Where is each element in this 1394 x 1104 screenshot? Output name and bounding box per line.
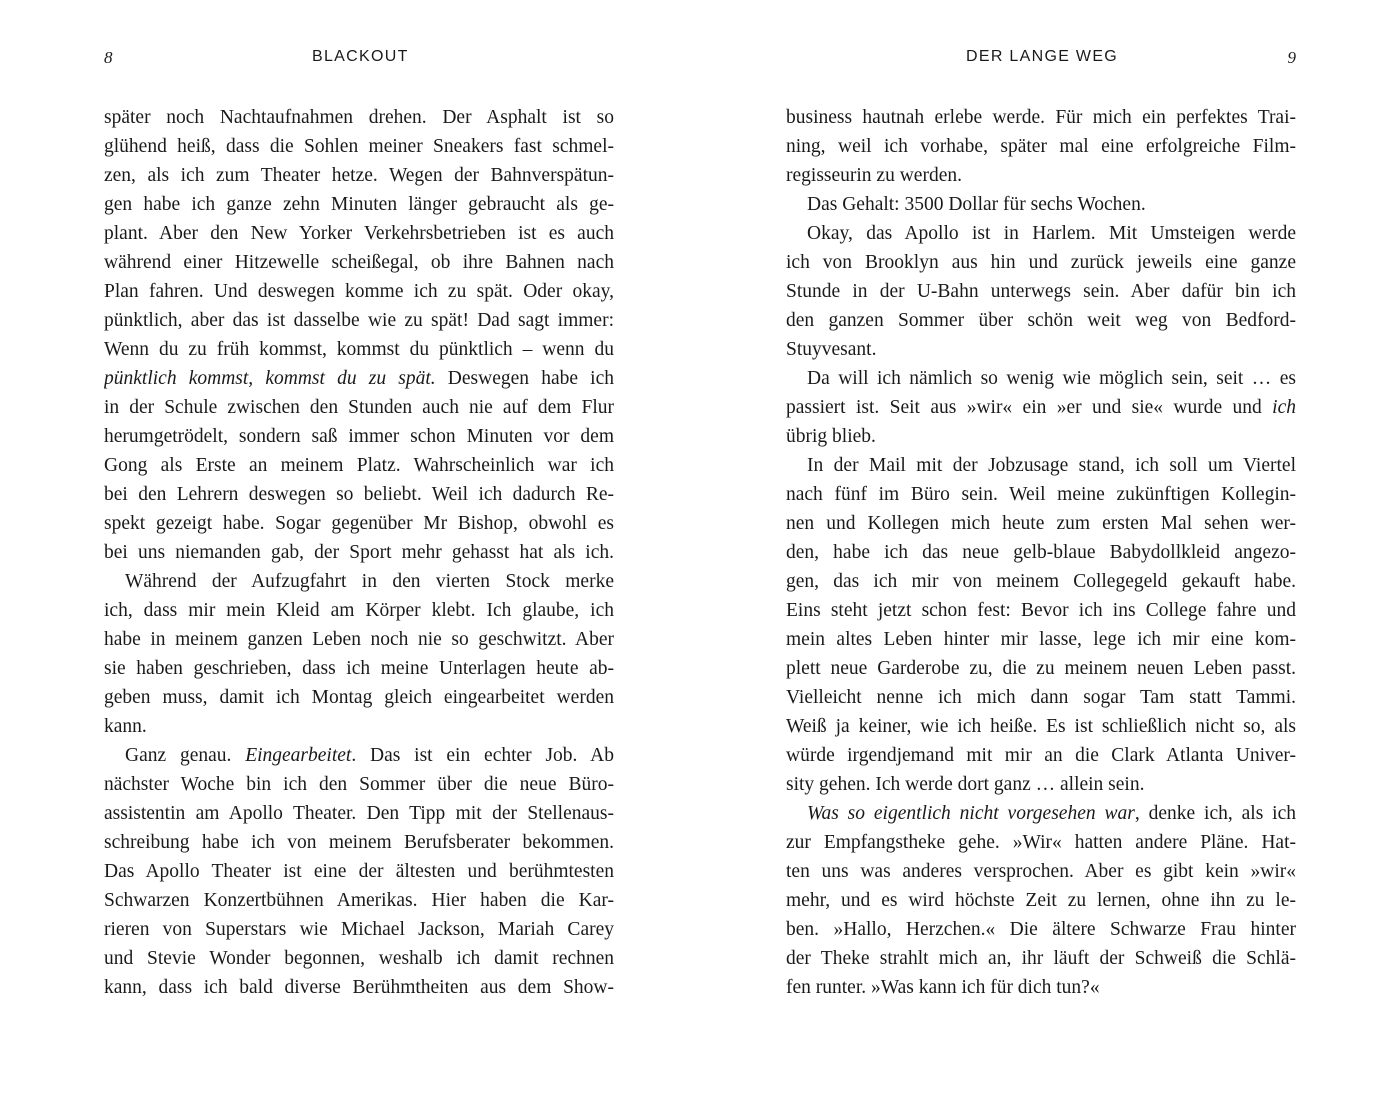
paragraph-first-line-mixed — [104, 741, 614, 770]
text-line: plant. Aber den New Yorker Verkehrsbetrieben ist es auch — [104, 223, 614, 244]
text-line: ben. »Hallo, Herzchen.« Die ältere Schwarze Frau hinter — [786, 919, 1296, 940]
text-line: nächster Woche bin ich den Sommer über die neue Büro- — [104, 774, 614, 795]
text-line: gen habe ich ganze zehn Minuten länger gebraucht als ge- — [104, 194, 614, 215]
italic-word: ich — [1272, 397, 1296, 418]
text-line-mixed — [786, 393, 1296, 422]
text-run: Deswegen habe ich — [435, 368, 614, 389]
text-line: Das Apollo Theater ist eine der ältesten und berühmtesten — [104, 861, 614, 882]
text-line: Schwarzen Konzertbühnen Amerikas. Hier haben die Kar- — [104, 890, 614, 911]
text-run: . Das ist ein echter Job. Ab — [351, 745, 614, 766]
paragraph-first-line: Während der Aufzugfahrt in den vierten Stock merke — [125, 571, 614, 592]
paragraph-first-line: Da will ich nämlich so wenig wie möglich sein, seit … es — [807, 368, 1296, 389]
text-line: Gong als Erste an meinem Platz. Wahrscheinlich war ich — [104, 455, 614, 476]
text-line: Stunde in der U-Bahn unterwegs sein. Aber dafür bin ich — [786, 281, 1296, 302]
text-line: bei den Lehrern deswegen so beliebt. Weil ich dadurch Re- — [104, 484, 614, 505]
text-line: sie haben geschrieben, dass ich meine Unterlagen heute ab- — [104, 658, 614, 679]
text-line: geben muss, damit ich Montag gleich eingearbeitet werden — [104, 687, 614, 708]
paragraph-last-line: übrig blieb. — [786, 426, 876, 447]
text-line: glühend heiß, dass die Sohlen meiner Sneakers fast schmel- — [104, 136, 614, 157]
text-line: ten uns was anderes versprochen. Aber es gibt kein »wir« — [786, 861, 1296, 882]
paragraph-last-line: fen runter. »Was kann ich für dich tun?« — [786, 977, 1100, 998]
text-run: passiert ist. Seit aus »wir« ein »er und sie« wurde und — [786, 397, 1273, 418]
text-line: in der Schule zwischen den Stunden auch nie auf dem Flur — [104, 397, 614, 418]
text-line: habe in meinem ganzen Leben noch nie so geschwitzt. Aber — [104, 629, 614, 650]
text-line: den, habe ich das neue gelb-blaue Babydollkleid angezo- — [786, 542, 1296, 563]
italic-phrase: Was so eigentlich nicht vorgesehen war — [807, 803, 1135, 824]
page-number-left: 8 — [104, 48, 113, 67]
text-line: ning, weil ich vorhabe, später mal eine erfolgreiche Film- — [786, 136, 1296, 157]
text-run: , denke ich, als ich — [1134, 803, 1296, 824]
text-line: während einer Hitzewelle scheißegal, ob ihre Bahnen nach — [104, 252, 614, 273]
paragraph-first-line-mixed — [786, 799, 1296, 828]
text-line: schreibung habe ich von meinem Berufsberater bekommen. — [104, 832, 614, 853]
running-head-title-right: DER LANGE WEG — [966, 48, 1119, 65]
text-line: zen, als ich zum Theater hetze. Wegen der Bahnverspätun- — [104, 165, 614, 186]
text-line: gen, das ich mir von meinem Collegegeld gekauft habe. — [786, 571, 1296, 592]
running-head-title-left: BLACKOUT — [312, 48, 409, 65]
text-line: mehr, und es wird höchste Zeit zu lernen, ohne ihn zu le- — [786, 890, 1296, 911]
text-line: würde irgendjemand mit mir an die Clark Atlanta Univer- — [786, 745, 1296, 766]
text-line: später noch Nachtaufnahmen drehen. Der Asphalt ist so — [104, 107, 614, 128]
text-line-italic: Wenn du zu früh kommst, kommst du pünktlich – wenn du — [104, 339, 614, 360]
paragraph-first-line: In der Mail mit der Jobzusage stand, ich soll um Viertel — [807, 455, 1296, 476]
right-running-head — [786, 48, 1296, 72]
paragraph-last-line: sity gehen. Ich werde dort ganz … allein sein. — [786, 774, 1145, 795]
left-running-head — [104, 48, 614, 72]
left-body-text — [104, 103, 614, 1002]
text-line: Vielleicht nenne ich mich dann sogar Tam statt Tammi. — [786, 687, 1296, 708]
text-line: kann, dass ich bald diverse Berühmtheiten aus dem Show- — [104, 977, 614, 998]
text-line: nach fünf im Büro sein. Weil meine zukünftigen Kollegin- — [786, 484, 1296, 505]
text-line: mein altes Leben hinter mir lasse, lege ich mir eine kom- — [786, 629, 1296, 650]
text-line: nen und Kollegen mich heute zum ersten Mal sehen wer- — [786, 513, 1296, 534]
text-line: der Theke strahlt mich an, ihr läuft der Schweiß die Schlä- — [786, 948, 1296, 969]
text-line: plett neue Garderobe zu, die zu meinem neuen Leben passt. — [786, 658, 1296, 679]
text-line: business hautnah erlebe werde. Für mich ein perfektes Trai- — [786, 107, 1296, 128]
paragraph-single-line: Das Gehalt: 3500 Dollar für sechs Wochen. — [807, 194, 1146, 215]
text-line: ich von Brooklyn aus hin und zurück jeweils eine ganze — [786, 252, 1296, 273]
paragraph-last-line: regisseurin zu werden. — [786, 165, 962, 186]
left-page — [104, 0, 614, 1104]
text-line: Plan fahren. Und deswegen komme ich zu spät. Oder okay, — [104, 281, 614, 302]
text-line: assistentin am Apollo Theater. Den Tipp mit der Stellenaus- — [104, 803, 614, 824]
text-run: Ganz genau. — [125, 745, 246, 766]
text-line: bei uns niemanden gab, der Sport mehr gehasst hat als ich. — [104, 542, 614, 563]
text-line: herumgetrödelt, sondern saß immer schon Minuten vor dem — [104, 426, 614, 447]
italic-phrase: Eingearbeitet — [245, 745, 352, 766]
paragraph-first-line: Okay, das Apollo ist in Harlem. Mit Umsteigen werde — [807, 223, 1296, 244]
text-line: und Stevie Wonder begonnen, weshalb ich damit rechnen — [104, 948, 614, 969]
page-number-right: 9 — [1287, 48, 1296, 67]
text-line: Weiß ja keiner, wie ich heiße. Es ist schließlich nicht so, als — [786, 716, 1296, 737]
text-line: Eins steht jetzt schon fest: Bevor ich ins College fahre und — [786, 600, 1296, 621]
right-body-text — [786, 103, 1296, 1002]
text-line: ich, dass mir mein Kleid am Körper klebt. Ich glaube, ich — [104, 600, 614, 621]
right-page — [786, 0, 1296, 1104]
text-line: den ganzen Sommer über schön weit weg von Bedford- — [786, 310, 1296, 331]
paragraph-last-line: Stuyvesant. — [786, 339, 877, 360]
text-line: rieren von Superstars wie Michael Jackson, Mariah Carey — [104, 919, 614, 940]
text-line: zur Empfangstheke gehe. »Wir« hatten andere Pläne. Hat- — [786, 832, 1296, 853]
text-line-mixed — [104, 364, 614, 393]
text-line: spekt gezeigt habe. Sogar gegenüber Mr Bishop, obwohl es — [104, 513, 614, 534]
text-line: pünktlich, aber das ist dasselbe wie zu spät! Dad sagt immer: — [104, 310, 614, 331]
paragraph-last-line: kann. — [104, 716, 147, 737]
italic-phrase: pünktlich kommst, kommst du zu spät. — [104, 368, 436, 389]
